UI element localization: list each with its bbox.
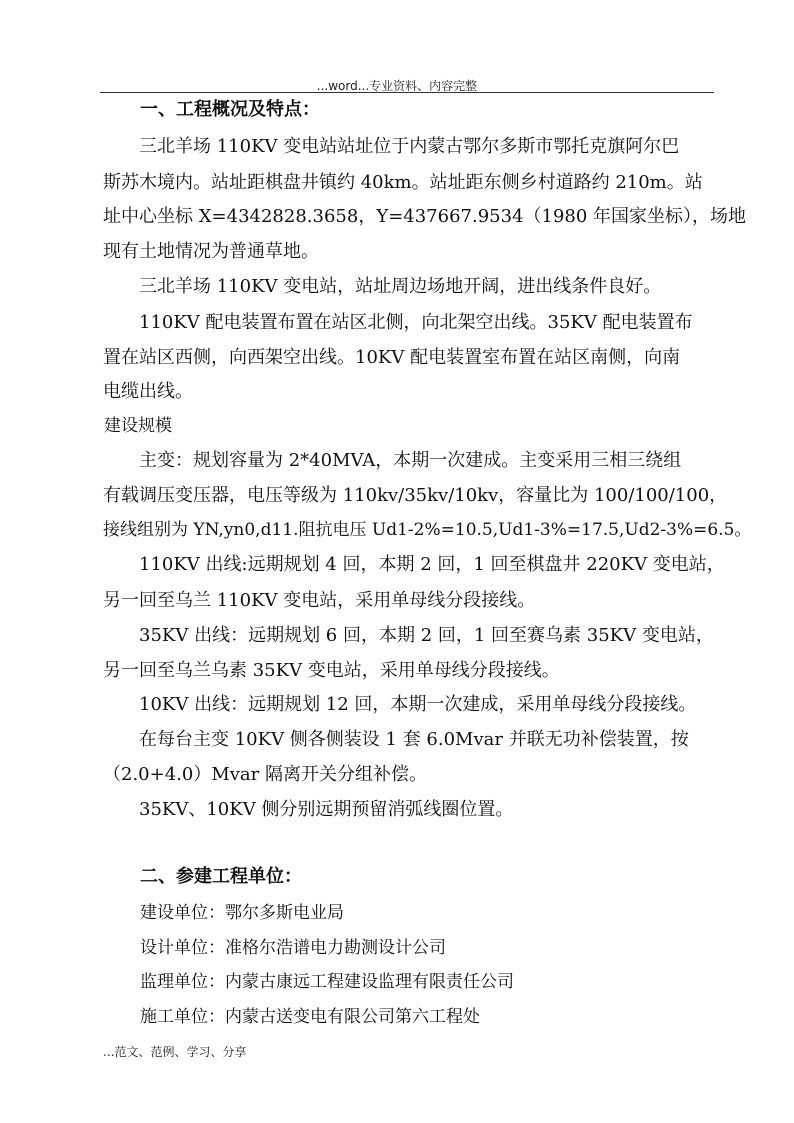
list-item: 监理单位：内蒙古康远工程建设监理有限责任公司 bbox=[140, 972, 514, 992]
paragraph-line: 110KV 配电装置布置在站区北侧，向北架空出线。35KV 配电装置布 bbox=[139, 312, 693, 333]
paragraph-line: 三北羊场 110KV 变电站站址位于内蒙古鄂尔多斯市鄂托克旗阿尔巴 bbox=[139, 136, 680, 157]
list-item: 建设单位：鄂尔多斯电业局 bbox=[140, 903, 344, 923]
page-header: ...word...专业资料、内容完整 bbox=[316, 79, 478, 93]
paragraph-line: （2.0+4.0）Mvar 隔离开关分组补偿。 bbox=[103, 764, 427, 785]
paragraph-line: 35KV 出线：远期规划 6 回，本期 2 回，1 回至赛乌素 35KV 变电站， bbox=[139, 625, 714, 646]
header-divider bbox=[100, 92, 714, 93]
section-1-heading: 一、工程概况及特点： bbox=[140, 99, 320, 120]
list-item: 施工单位：内蒙古送变电有限公司第六工程处 bbox=[140, 1007, 480, 1027]
paragraph-line: 三北羊场 110KV 变电站，站址周边场地开阔，进出线条件良好。 bbox=[139, 276, 662, 297]
paragraph-line: 主变：规划容量为 2*40MVA，本期一次建成。主变采用三相三绕组 bbox=[139, 450, 682, 471]
section-2-heading: 二、参建工程单位： bbox=[140, 866, 302, 887]
paragraph-line: 置在站区西侧，向西架空出线。10KV 配电装置室布置在站区南侧，向南 bbox=[103, 347, 681, 368]
paragraph-line: 另一回至乌兰乌素 35KV 变电站，采用单母线分段接线。 bbox=[103, 660, 560, 681]
paragraph-line: 接线组别为 YN,yn0,d11.阻抗电压 Ud1-2%=10.5,Ud1-3%=17.5,Ud2-3%=6.5。 bbox=[103, 520, 752, 540]
paragraph-line: 110KV 出线:远期规划 4 回，本期 2 回，1 回至棋盘井 220KV 变电站， bbox=[139, 554, 725, 575]
paragraph-line: 址中心坐标 X=4342828.3658，Y=437667.9534（1980 年国家坐标），场地 bbox=[103, 206, 747, 227]
paragraph-line: 35KV、10KV 侧分别远期预留消弧线圈位置。 bbox=[139, 799, 514, 820]
paragraph-line: 斯苏木境内。站址距棋盘井镇约 40km。站址距东侧乡村道路约 210m。站 bbox=[103, 172, 703, 193]
paragraph-line: 另一回至乌兰 110KV 变电站，采用单母线分段接线。 bbox=[103, 590, 536, 611]
paragraph-line: 现有土地情况为普通草地。 bbox=[103, 241, 319, 262]
page-footer: ...范文、范例、学习、分享 bbox=[103, 1045, 247, 1059]
paragraph-line: 有载调压变压器，电压等级为 110kv/35kv/10kv，容量比为 100/100/100， bbox=[103, 485, 728, 506]
paragraph-line: 10KV 出线：远期规划 12 回，本期一次建成，采用单母线分段接线。 bbox=[139, 694, 697, 715]
subheading-scale: 建设规模 bbox=[104, 416, 172, 436]
paragraph-line: 电缆出线。 bbox=[103, 381, 193, 402]
list-item: 设计单位：准格尔浩谱电力勘测设计公司 bbox=[140, 938, 446, 958]
paragraph-line: 在每台主变 10KV 侧各侧装设 1 套 6.0Mvar 并联无功补偿装置，按 bbox=[139, 729, 689, 750]
